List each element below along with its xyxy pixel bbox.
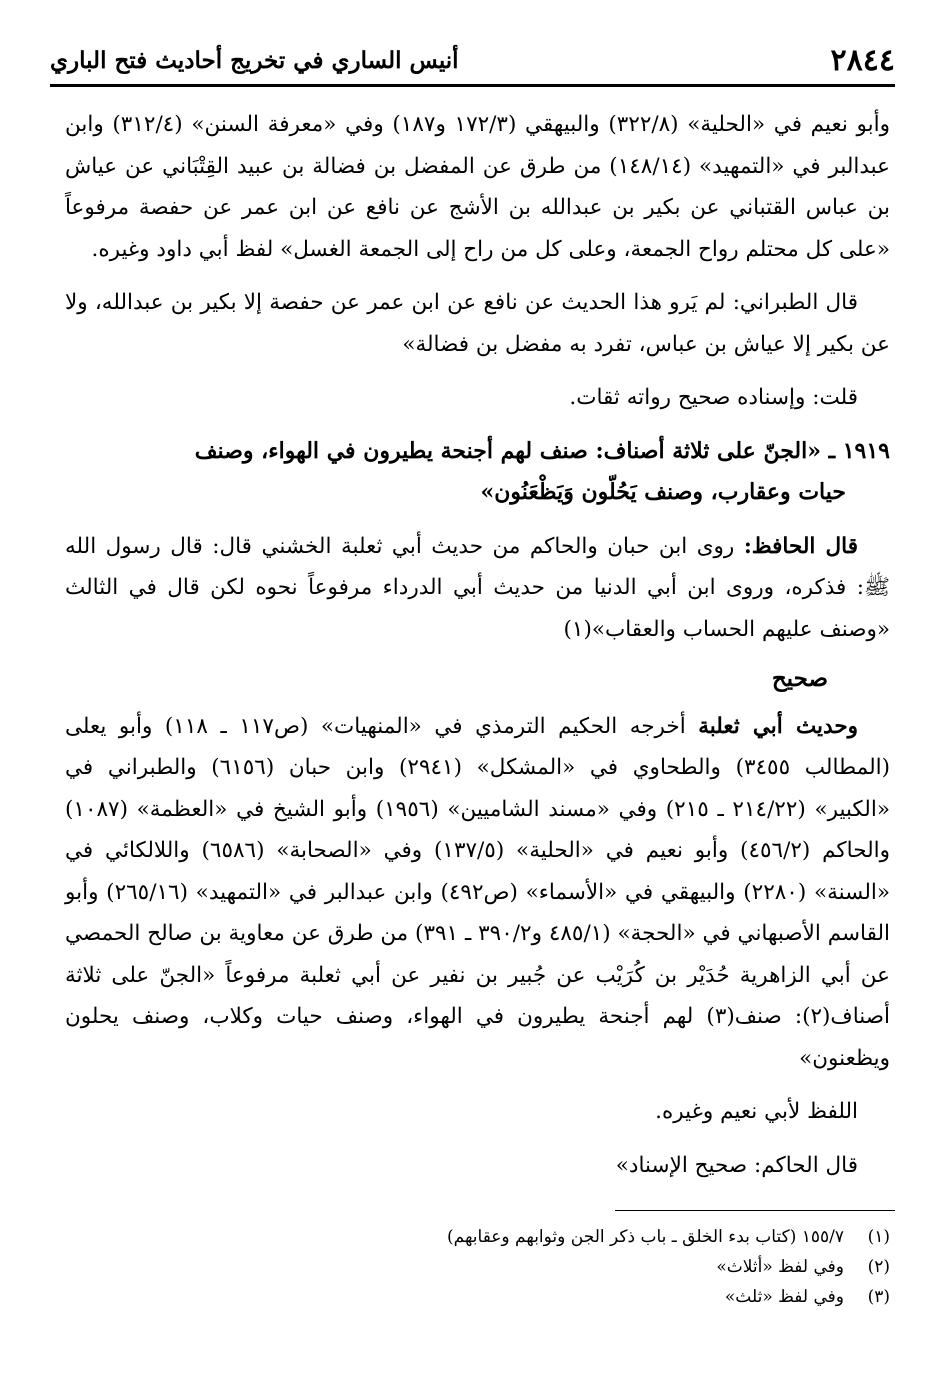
footnote-number: (٢): [867, 1257, 890, 1277]
hadith-1919: [65, 431, 890, 514]
footnote-number: (١): [867, 1227, 890, 1247]
takhrij-text: أخرجه الحكيم الترمذي في «المنهيات» (ص١١٧ ـ ١١٨) وأبو يعلى (المطالب ٣٤٥٥) والطحاوي في «المشكل» (٢٩٤١) وابن حبان (٦١٥٦) والطبراني في «الكبير» (٢١٤/٢٢ ـ ٢١٥) وفي «مسند الشاميين» (١٩٥٦) وأبو الشيخ في «العظمة» (١٠٨٧) والحاكم (٤٥٦/٢) وأبو نعيم في «الحلية» (١٣٧/٥) وفي «الصحابة» (٦٥٨٦) واللالكائي في «السنة» (٢٢٨٠) والبيهقي في «الأسماء» (ص٤٩٢) وابن عبدالبر في «التمهيد» (٢٦٥/١٦) وأبو القاسم الأصبهاني في «الحجة» (٤٨٥/١ و٣٩٠/٢ ـ ٣٩١) من طرق عن معاوية بن صالح الحمصي عن أبي الزاهرية حُدَيْر بن كُرَيْب عن جُبير بن نفير عن أبي ثعلبة مرفوعاً «الجنّ على ثلاثة أصناف(٢): صنف(٣) لهم أجنحة يطيرون في الهواء، وصنف حيات وكلاب، وصنف يحلون ويظعنون»: [65, 713, 891, 1071]
footnote: [380, 1222, 890, 1252]
footnotes: [380, 1222, 890, 1312]
footnote: [380, 1282, 890, 1312]
takhrij-label: وحديث أبي ثعلبة: [698, 713, 859, 739]
footnote-text: ١٥٥/٧ (كتاب بدء الخلق ـ باب ذكر الجن وثوابهم وعقابهم): [447, 1227, 844, 1247]
grade-heading: صحيح: [771, 665, 828, 692]
paragraph-qultu: قلت: وإسناده صحيح رواته ثقات.: [569, 385, 858, 410]
footnote-text: وفي لفظ «ثلث»: [724, 1287, 844, 1307]
header-rule: [50, 84, 895, 87]
running-title: أنيس الساري في تخريج أحاديث فتح الباري: [50, 46, 459, 74]
page-header: [50, 38, 895, 82]
paragraph-hafiz: [65, 526, 890, 651]
paragraph-tabarani: قال الطبراني: لم يَرو هذا الحديث عن نافع عن ابن عمر عن حفصة إلا بكير بن عبدالله، ولا عن بكير إلا عياش بن عباس، تفرد به مفضل بن فضالة»: [65, 290, 890, 357]
paragraph-takhrij-cont: وأبو نعيم في «الحلية» (٣٢٢/٨) والبيهقي (١٧٢/٣ و١٨٧) وفي «معرفة السنن» (٣١٢/٤) وابن عبدالبر في «التمهيد» (١٤٨/١٤) من طرق عن المفضل بن فضالة بن عبيد القِتْبَاني عن عياش بن عباس القتباني عن بكير بن عبدالله بن الأشج عن نافع عن ابن عمر عن حفصة مرفوعاً «على كل محتلم رواح الجمعة، وعلى كل من راح إلى الجمعة الغسل» لفظ أبي داود وغيره.: [65, 112, 891, 262]
page-number: ٢٨٤٤: [830, 42, 895, 78]
hadith-line-1: ١٩١٩ ـ «الجنّ على ثلاثة أصناف: صنف لهم أجنحة يطيرون في الهواء، وصنف: [194, 437, 890, 464]
footnote-text: وفي لفظ «أثلاث»: [716, 1257, 844, 1277]
hafiz-text: روى ابن حبان والحاكم من حديث أبي ثعلبة الخشني قال: قال رسول الله ﷺ: فذكره، وروى ابن أبي الدنيا من حديث أبي الدرداء مرفوعاً نحوه لكن قال في الثالث «وصنف عليهم الحساب والعقاب»(١): [65, 533, 890, 642]
footnote-separator: [615, 1210, 895, 1211]
footnote-number: (٣): [867, 1287, 890, 1307]
hafiz-label: قال الحافظ:: [743, 533, 858, 559]
main-text: [65, 104, 890, 1186]
paragraph-lafz: اللفظ لأبي نعيم وغيره.: [655, 1099, 858, 1124]
hadith-line-2: حيات وعقارب، وصنف يَحُلّون وَيَظْعَنُون»: [480, 479, 846, 505]
paragraph-hakim: قال الحاكم: صحيح الإسناد»: [615, 1152, 858, 1178]
paragraph-abu-thalaba: [65, 706, 890, 1080]
footnote: [380, 1252, 890, 1282]
